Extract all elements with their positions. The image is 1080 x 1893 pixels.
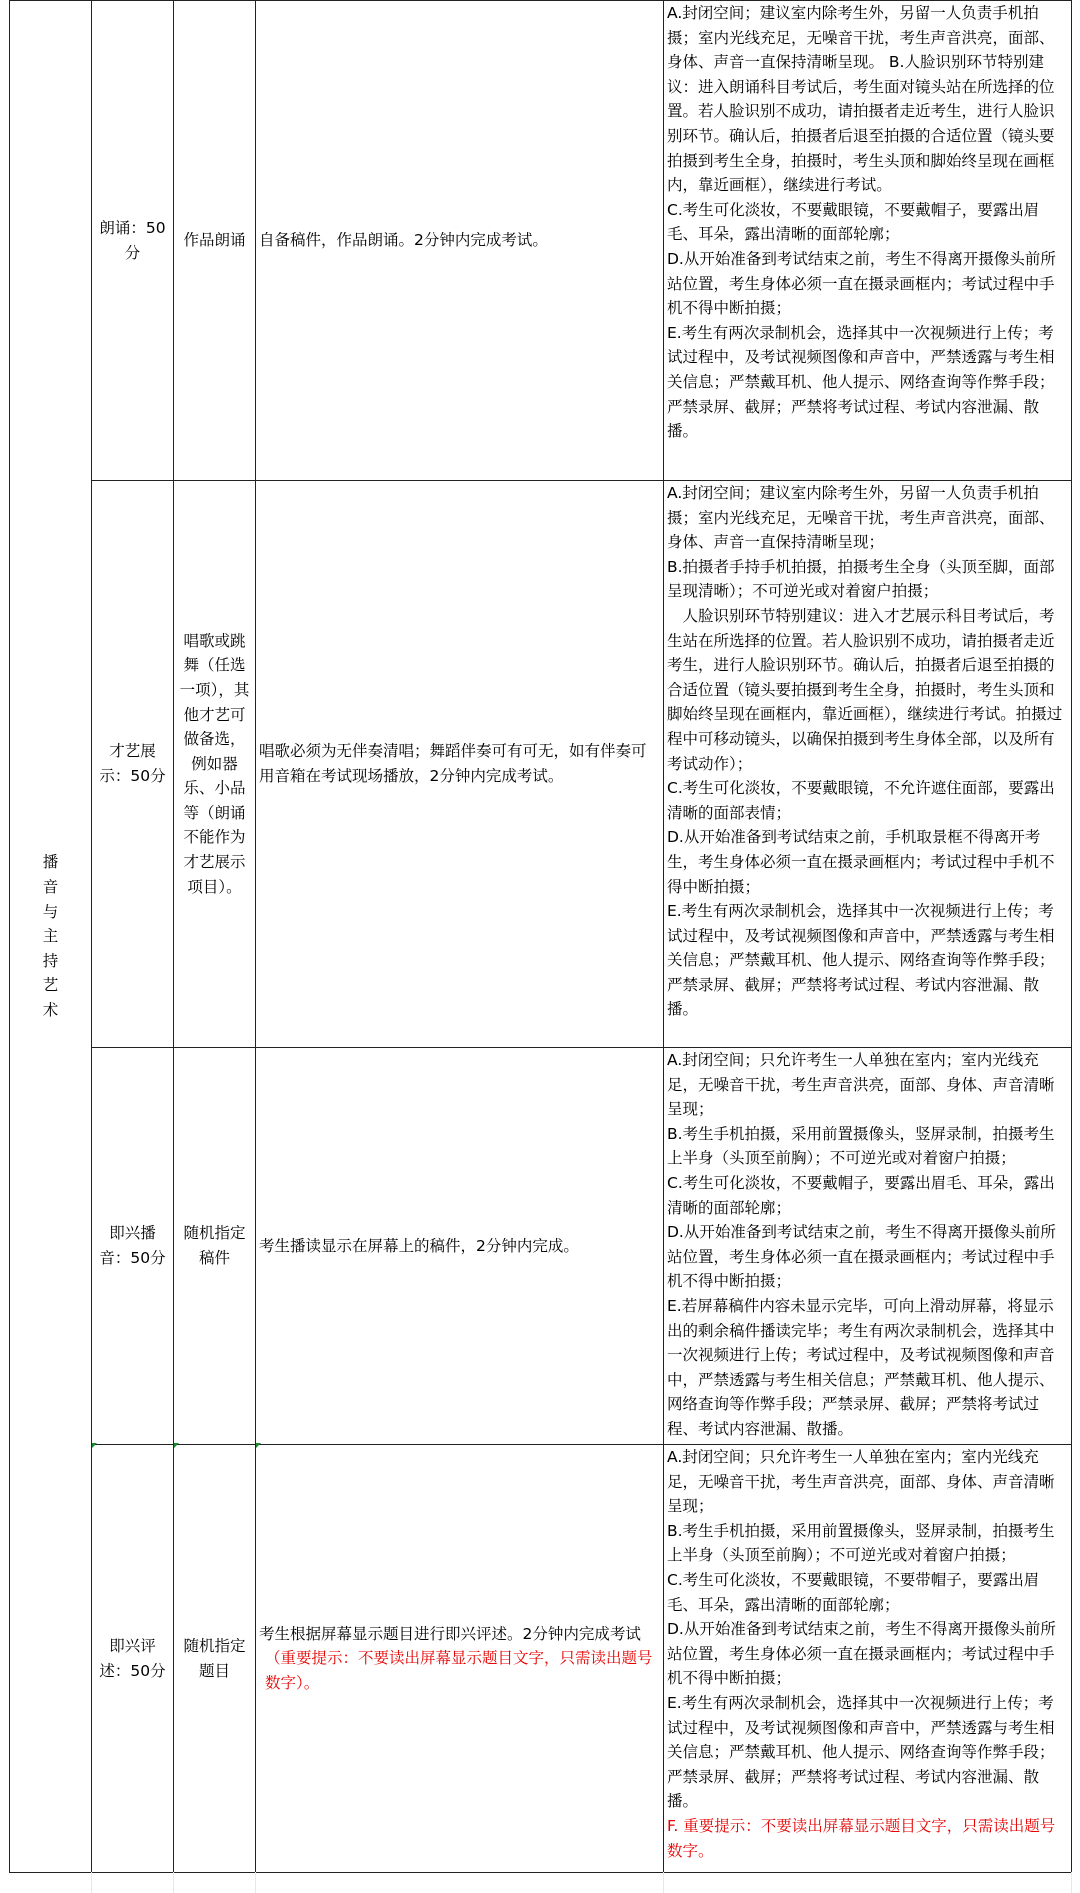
content-cell: 唱歌必须为无伴奏清唱；舞蹈伴奏可有可无，如有伴奏可用音箱在考试现场播放，2分钟内完成考试。 (256, 481, 664, 1048)
requirements-cell (664, 1, 1072, 481)
score-cell: 即兴播音：50分 (92, 1048, 174, 1445)
requirement-line: B.拍摄者手持手机拍摄，拍摄考生全身（头顶至脚，面部呈现清晰）；不可逆光或对着窗户拍摄； (667, 557, 1055, 601)
requirements-cell (664, 1445, 1072, 1873)
requirement-line: B.考生手机拍摄，采用前置摄像头，竖屏录制，拍摄考生上半身（头顶至前胸）；不可逆光或对着窗户拍摄； (667, 1521, 1055, 1565)
requirement-line: D.从开始准备到考试结束之前，考生不得离开摄像头前所站位置，考生身体必须一直在摄录画框内；考试过程中手机不得中断拍摄； (667, 249, 1056, 318)
requirement-line: E.考生有两次录制机会，选择其中一次视频进行上传；考试过程中，及考试视频图像和声音中，严禁透露与考生相关信息；严禁戴耳机、他人提示、网络查询等作弊手段；严禁录屏、截屏；严禁将考试过程、考试内容泄漏、散播。 (667, 902, 1055, 1019)
requirement-line: D.从开始准备到考试结束之前，手机取景框不得离开考生，考生身体必须一直在摄录画框内；考试过程中手机不得中断拍摄； (667, 828, 1055, 896)
major-char: 艺 (42, 976, 59, 995)
requirement-line: B.考生手机拍摄，采用前置摄像头，竖屏录制，拍摄考生上半身（头顶至前胸）；不可逆光或对着窗户拍摄； (667, 1124, 1055, 1168)
requirement-line: E.考生有两次录制机会，选择其中一次视频进行上传；考试过程中，及考试视频图像和声音中，严禁透露与考生相关信息；严禁戴耳机、他人提示、网络查询等作弊手段；严禁录屏、截屏；严禁将考试过程、考试内容泄漏、散播。 (667, 1693, 1055, 1811)
cell-marker-icon (174, 1443, 179, 1448)
table-row (10, 481, 1072, 1048)
table-row (10, 1, 1072, 481)
major-char: 音 (42, 878, 59, 897)
content-cell: 考生播读显示在屏幕上的稿件，2分钟内完成。 (256, 1048, 664, 1445)
major-char: 播 (42, 853, 59, 872)
content-cell (256, 1445, 664, 1873)
requirement-line: E.若屏幕稿件内容未显示完毕，可向上滑动屏幕，将显示出的剩余稿件播读完毕；考生有两次录制机会，选择其中一次视频进行上传；考试过程中，及考试视频图像和声音中，严禁透露与考生相关信息；严禁戴耳机、他人提示、网络查询等作弊手段；严禁录屏、截屏；严禁将考试过程、考试内容泄漏、散播。 (667, 1296, 1055, 1438)
major-char: 术 (42, 1000, 59, 1019)
score-cell: 朗诵：50分 (92, 1, 174, 481)
score-cell: 即兴评述：50分 (92, 1445, 174, 1873)
requirement-line: A.封闭空间；建议室内除考生外，另留一人负责手机拍摄；室内光线充足，无噪音干扰，考生声音洪亮，面部、身体、声音一直保持清晰呈现。 B.人脸识别环节特别建议：进入朗诵科目考试后，考生面对镜头站在所选择的位置。若人脸识别不成功，请拍摄者走近考生，进行人脸识别环节。确认后，拍摄者后退至拍摄的合适位置（镜头要拍摄到考生全身，拍摄时，考生头顶和脚始终呈现在画框内，靠近画框），继续进行考试。 (667, 4, 1055, 195)
major-char: 持 (42, 951, 59, 970)
requirement-line: C.考生可化淡妆，不要戴眼镜，不要带帽子，要露出眉毛、耳朵，露出清晰的面部轮廓； (667, 1570, 1040, 1614)
item-cell: 作品朗诵 (174, 1, 256, 481)
table-row (10, 1445, 1072, 1873)
item-cell: 随机指定题目 (174, 1445, 256, 1873)
score-cell: 才艺展示：50分 (92, 481, 174, 1048)
requirement-line: A.封闭空间；建议室内除考生外，另留一人负责手机拍摄；室内光线充足，无噪音干扰，考生声音洪亮，面部、身体、声音一直保持清晰呈现； (667, 484, 1055, 552)
gridline (255, 1872, 256, 1893)
gridline (91, 1872, 92, 1893)
content-cell: 自备稿件，作品朗诵。2分钟内完成考试。 (256, 1, 664, 481)
requirement-line: D.从开始准备到考试结束之前，考生不得离开摄像头前所站位置，考生身体必须一直在摄录画框内；考试过程中手机不得中断拍摄； (667, 1620, 1056, 1688)
requirement-line: E.考生有两次录制机会，选择其中一次视频进行上传；考试过程中，及考试视频图像和声音中，严禁透露与考生相关信息；严禁戴耳机、他人提示、网络查询等作弊手段；严禁录屏、截屏；严禁将考试过程、考试内容泄漏、散播。 (667, 323, 1055, 441)
requirement-line: C.考生可化淡妆，不要戴眼镜，不要戴帽子，要露出眉毛、耳朵，露出清晰的面部轮廓； (667, 200, 1040, 244)
major-char: 与 (42, 902, 59, 921)
gridline (663, 1872, 664, 1893)
cell-marker-icon (256, 1443, 261, 1448)
requirement-line: A.封闭空间；只允许考生一人单独在室内；室内光线充足，无噪音干扰，考生声音洪亮，面部、身体、声音清晰呈现； (667, 1051, 1055, 1119)
important-note: F. 重要提示：不要读出屏幕显示题目文字，只需读出题号数字。 (667, 1816, 1056, 1860)
major-name-cell (10, 1, 92, 1873)
exam-requirements-table (9, 0, 1072, 1873)
table-row (10, 1048, 1072, 1445)
requirements-cell (664, 1048, 1072, 1445)
major-char: 主 (42, 927, 59, 946)
requirement-line: D.从开始准备到考试结束之前，考生不得离开摄像头前所站位置，考生身体必须一直在摄录画框内；考试过程中手机不得中断拍摄； (667, 1223, 1056, 1291)
requirement-line: C.考生可化淡妆，不要戴帽子，要露出眉毛、耳朵，露出清晰的面部轮廓； (667, 1173, 1055, 1217)
cell-marker-icon (92, 1443, 97, 1448)
gridline (173, 1872, 174, 1893)
requirements-cell (664, 481, 1072, 1048)
requirement-line: A.封闭空间；只允许考生一人单独在室内；室内光线充足，无噪音干扰，考生声音洪亮，面部、身体、声音清晰呈现； (667, 1448, 1055, 1516)
item-cell: 随机指定稿件 (174, 1048, 256, 1445)
requirement-line: C.考生可化淡妆，不要戴眼镜，不允许遮住面部，要露出清晰的面部表情； (667, 779, 1055, 822)
empty-grid-area (9, 1872, 1071, 1893)
item-cell: 唱歌或跳舞（任选一项），其他才艺可做备选，例如器乐、小品等（朗诵不能作为才艺展示项目）。 (174, 481, 256, 1048)
requirement-line: 人脸识别环节特别建议：进入才艺展示科目考试后，考生站在所选择的位置。若人脸识别不成功，请拍摄者走近考生，进行人脸识别环节。确认后，拍摄者后退至拍摄的合适位置（镜头要拍摄到考生全身，拍摄时，考生头顶和脚始终呈现在画框内，靠近画框），继续进行考试。拍摄过程中可移动镜头，以确保拍摄到考生身体全部，以及所有考试动作）； (667, 606, 1063, 773)
content-text: 考生根据屏幕显示题目进行即兴评述。2分钟内完成考试 (259, 1624, 641, 1643)
gridline (1071, 1872, 1072, 1893)
important-note: （重要提示：不要读出屏幕显示题目文字，只需读出题号数字）。 (265, 1649, 653, 1692)
